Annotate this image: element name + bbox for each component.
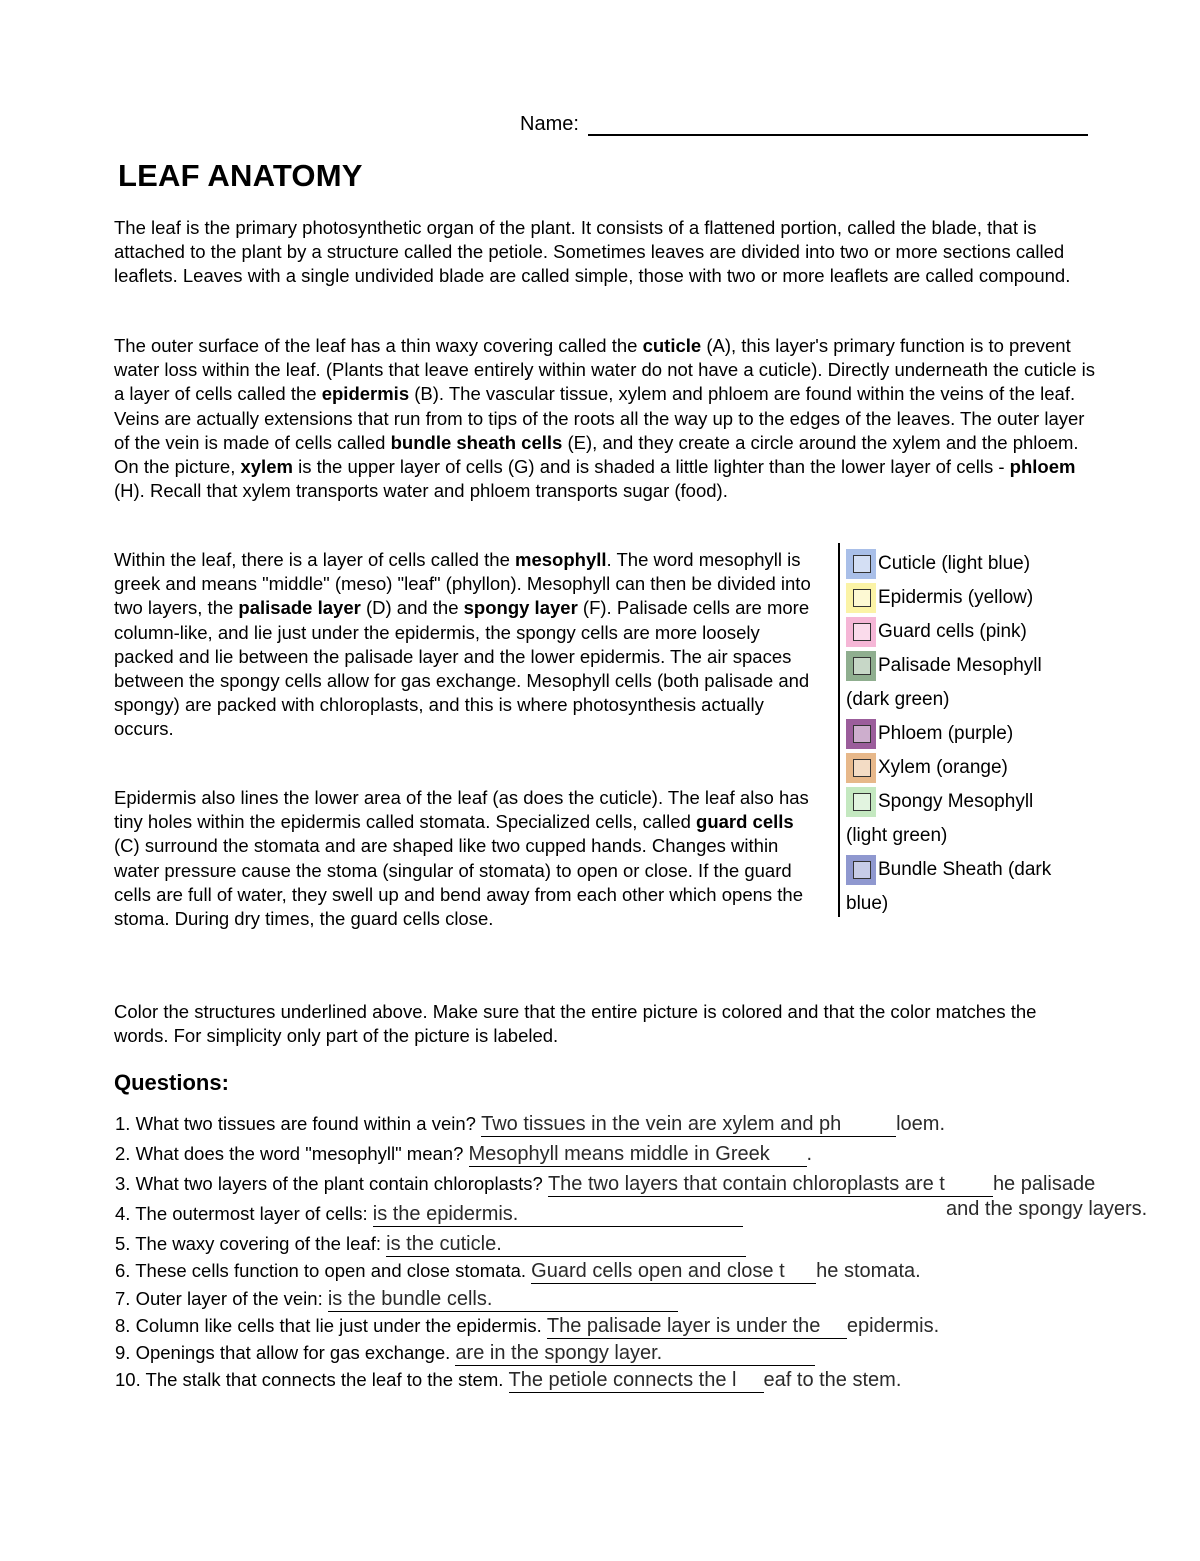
page-title: LEAF ANATOMY	[118, 158, 363, 193]
answer-field[interactable]	[548, 1173, 993, 1197]
legend-item-phloem	[846, 717, 1013, 751]
answer-field[interactable]	[455, 1342, 815, 1366]
question-text: 2. What does the word "mesophyll" mean?	[115, 1143, 469, 1164]
name-blank-line[interactable]	[588, 134, 1088, 136]
text-run: Within the leaf, there is a layer of cells called the	[114, 549, 516, 570]
answer-text: is the bundle cells.	[327, 1288, 493, 1310]
color-legend	[838, 543, 1100, 917]
swatch-dark-blue-icon	[846, 855, 876, 885]
answer-field[interactable]	[386, 1233, 746, 1257]
term-spongy: spongy layer	[463, 597, 578, 619]
text-run: (D) and the	[360, 597, 464, 619]
text-run: The outer surface of the leaf has a thin waxy covering called the	[114, 335, 643, 356]
question-text: 4. The outermost layer of cells:	[115, 1203, 373, 1224]
question-text: 7. Outer layer of the vein:	[115, 1288, 328, 1309]
term-guard-cells: guard cells	[696, 811, 794, 833]
answer-text: Two tissues in the vein are xylem and ph	[481, 1113, 842, 1135]
question-text: 8. Column like cells that lie just under the epidermis.	[115, 1315, 547, 1336]
term-phloem: phloem	[1009, 456, 1076, 478]
legend-label-wrap: (light green)	[846, 825, 948, 846]
legend-item-spongy	[846, 785, 1034, 846]
answer-tail: epidermis.	[846, 1315, 940, 1337]
text-run: (A), this layer's primary function is to prevent water loss within the leaf. (Plants that leave entirely within water do not have a cuticle). Directly underneath the cuticle is a layer of cells called the	[114, 335, 1095, 405]
swatch-orange-icon	[846, 753, 876, 783]
legend-label: Phloem (purple)	[878, 723, 1014, 744]
text-run: Epidermis also lines the lower area of the leaf (as does the cuticle). The leaf also has tiny holes within the epidermis called stomata. Specialized cells, called	[114, 787, 809, 833]
answer-field[interactable]	[373, 1203, 743, 1227]
answer-text: Mesophyll means middle in Greek	[468, 1143, 770, 1165]
legend-label: Spongy Mesophyll	[878, 791, 1034, 812]
question-10	[115, 1369, 901, 1393]
question-7	[115, 1288, 678, 1312]
text-run: (C) surround the stomata and are shaped like two cupped hands. Changes within water pressure cause the stoma (singular of stomata) to open or close. If the guard cells are full of water, they swell up and bend away from each other which opens the stoma. During dry times, the guard cells close.	[114, 835, 803, 930]
intro-paragraph: The leaf is the primary photosynthetic organ of the plant. It consists of a flattened portion, called the blade, that is attached to the plant by a structure called the petiole. Sometimes leaves are divided into two or more sections called leaflets. Leaves with a single undivided blade are called simple, those with two or more leaflets are called compound.	[114, 217, 1071, 287]
legend-item-xylem	[846, 751, 1008, 785]
answer-text: The two layers that contain chloroplasts are t	[547, 1173, 945, 1195]
swatch-pink-icon	[846, 617, 876, 647]
answer-tail: he stomata.	[816, 1260, 921, 1282]
swatch-dark-green-icon	[846, 651, 876, 681]
answer-text: is the epidermis.	[372, 1203, 519, 1225]
legend-item-palisade	[846, 649, 1042, 710]
legend-item-guard-cells	[846, 615, 1027, 649]
question-text: 9. Openings that allow for gas exchange.	[115, 1342, 456, 1363]
legend-label: Cuticle (light blue)	[878, 553, 1031, 574]
name-label: Name:	[520, 113, 579, 135]
legend-label: Palisade Mesophyll	[878, 655, 1042, 676]
mesophyll-paragraph	[114, 548, 814, 742]
question-4	[115, 1203, 743, 1227]
answer-text: The petiole connects the l	[508, 1369, 737, 1391]
legend-item-bundle-sheath	[846, 853, 1052, 914]
term-mesophyll: mesophyll	[515, 549, 607, 570]
legend-label: Epidermis (yellow)	[878, 587, 1034, 608]
answer-field[interactable]	[509, 1369, 764, 1393]
answer-text: is the cuticle.	[386, 1233, 502, 1255]
question-8	[115, 1315, 939, 1339]
swatch-light-blue-icon	[846, 549, 876, 579]
answer-tail: .	[806, 1143, 813, 1165]
question-9	[115, 1342, 815, 1366]
text-run: (E), and they create a circle around the xylem and the phloem. On the picture,	[114, 431, 1079, 478]
question-3	[115, 1173, 1095, 1197]
question-text: 3. What two layers of the plant contain chloroplasts?	[115, 1173, 548, 1194]
answer-tail: he palisade	[992, 1173, 1096, 1195]
answer-field[interactable]	[481, 1113, 896, 1137]
term-cuticle: cuticle	[642, 335, 702, 356]
text-run: (F). Palisade cells are more column-like, and lie just under the epidermis, the spongy cells are more loosely packed and lie between the palisade layer and the lower epidermis. The air spaces between the spongy cells allow for gas exchange. Mesophyll cells (both palisade and spongy) are packed with chloroplasts, and this is where photosynthesis actually occurs.	[114, 597, 810, 740]
legend-item-cuticle	[846, 547, 1030, 581]
term-palisade: palisade layer	[238, 597, 361, 619]
legend-label: Guard cells (pink)	[878, 621, 1027, 642]
name-field[interactable]	[520, 113, 579, 136]
answer-tail: loem.	[896, 1113, 945, 1135]
swatch-purple-icon	[846, 719, 876, 749]
text-run: . The word mesophyll is greek and means "middle" (meso) "leaf" (phyllon). Mesophyll can then be divided into two layers, the	[114, 549, 811, 619]
answer-text: are in the spongy layer.	[455, 1342, 663, 1364]
questions-heading: Questions:	[114, 1070, 229, 1095]
question-text: 5. The waxy covering of the leaf:	[115, 1233, 387, 1254]
question-text: 1. What two tissues are found within a vein?	[115, 1113, 482, 1134]
text-run: is the upper layer of cells (G) and is shaded a little lighter than the lower layer of cells -	[292, 456, 1010, 478]
answer-text: Guard cells open and close t	[531, 1260, 785, 1282]
instructions-paragraph: Color the structures underlined above. Make sure that the entire picture is colored and that the color matches the words. For simplicity only part of the picture is labeled.	[114, 1001, 1037, 1047]
legend-label-wrap: (dark green)	[846, 689, 950, 710]
term-bundle-sheath: bundle sheath cells	[390, 431, 563, 453]
answer-field[interactable]	[328, 1288, 678, 1312]
answer-field[interactable]	[469, 1143, 807, 1167]
swatch-light-green-icon	[846, 787, 876, 817]
answer-field[interactable]	[531, 1260, 816, 1284]
stomata-paragraph	[114, 786, 814, 931]
swatch-yellow-icon	[846, 583, 876, 613]
question-5	[115, 1233, 746, 1257]
answer-field[interactable]	[547, 1315, 847, 1339]
legend-item-epidermis	[846, 581, 1033, 615]
term-xylem: xylem	[240, 456, 293, 478]
legend-label: Xylem (orange)	[878, 757, 1008, 778]
question-3-answer-overflow: and the spongy layers.	[946, 1198, 1148, 1220]
term-epidermis: epidermis	[321, 383, 410, 405]
text-run: (H). Recall that xylem transports water and phloem transports sugar (food).	[114, 480, 728, 502]
answer-tail: eaf to the stem.	[763, 1369, 902, 1391]
question-1	[115, 1113, 945, 1137]
legend-label-wrap: blue)	[846, 893, 889, 914]
question-2	[115, 1143, 812, 1167]
question-6	[115, 1260, 921, 1284]
legend-label: Bundle Sheath (dark	[878, 859, 1052, 880]
text-run: (B). The vascular tissue, xylem and phloem are found within the veins of the leaf. Veins are actually extensions that run from to tips of the roots all the way up to the edges of the leaves. The outer layer of the vein is made of cells called	[114, 383, 1085, 453]
question-text: 6. These cells function to open and close stomata.	[115, 1260, 532, 1281]
answer-text: The palisade layer is under the	[546, 1315, 821, 1337]
question-text: 10. The stalk that connects the leaf to the stem.	[115, 1369, 509, 1390]
cuticle-paragraph	[114, 334, 1104, 503]
